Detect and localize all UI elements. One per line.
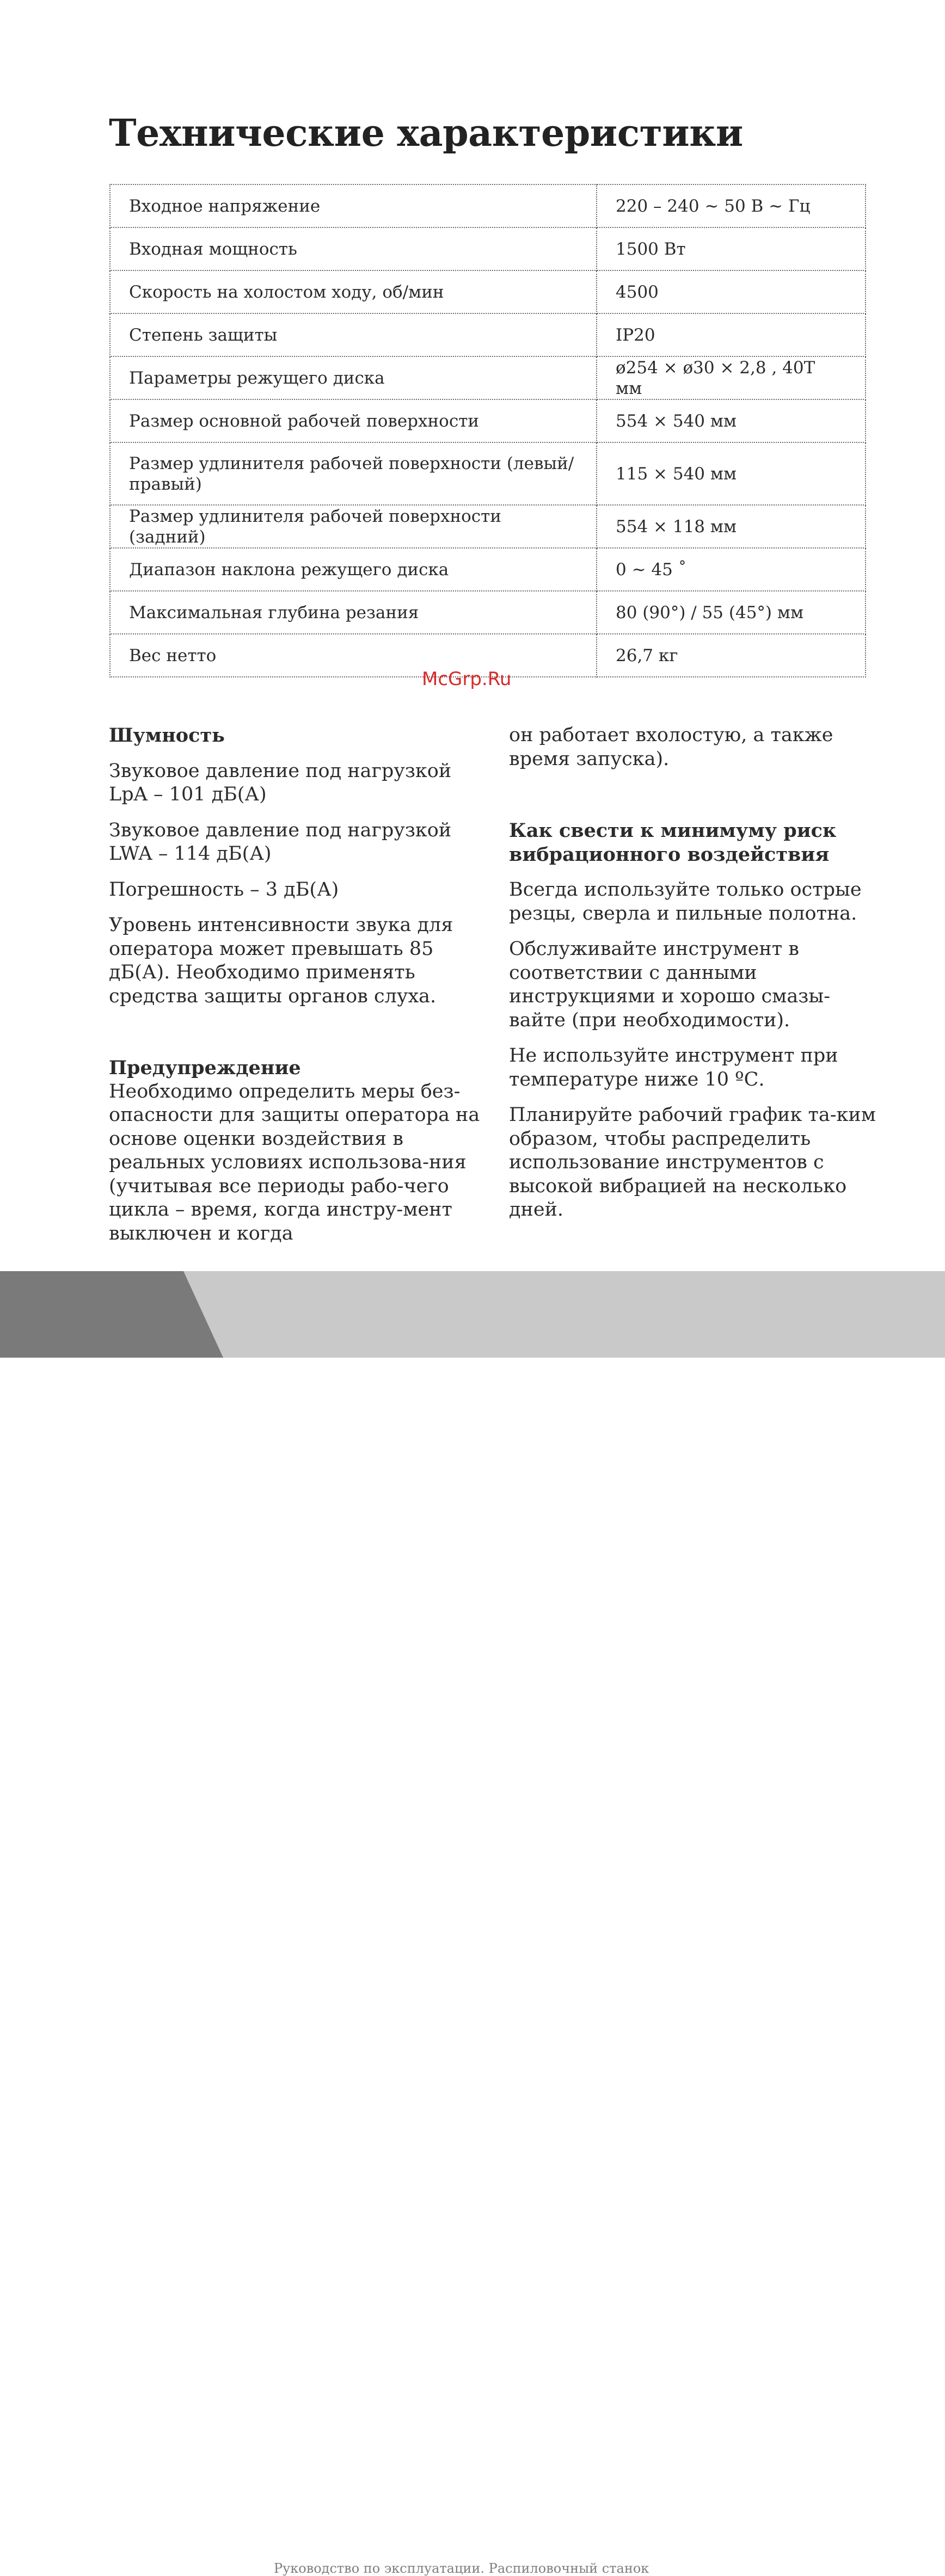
watermark: McGrp.Ru xyxy=(422,668,512,690)
specs-table xyxy=(109,184,866,677)
spec-label: Вес нетто xyxy=(110,634,597,677)
spec-row xyxy=(110,313,866,356)
page-number: 8 xyxy=(107,2562,115,2575)
noise-lpa: Звуковое давление под нагрузкой LpA – 101 дБ(А) xyxy=(109,760,452,805)
noise-intensity: Уровень интенсивности звука для оператора может превышать 85 дБ(А). Необходимо применять средства защиты органов слуха. xyxy=(109,914,453,1007)
spec-value: 0 ~ 45 ˚ xyxy=(597,548,866,591)
spec-label: Размер основной рабочей поверхности xyxy=(110,399,597,442)
spec-label: Скорость на холостом ходу, об/мин xyxy=(110,270,597,313)
spec-value: 1500 Вт xyxy=(597,227,866,270)
spec-row xyxy=(110,442,866,505)
right-column xyxy=(509,724,885,1234)
spec-value: 554 × 540 мм xyxy=(597,399,866,442)
spec-value: 115 × 540 мм xyxy=(597,442,866,505)
spec-label: Максимальная глубина резания xyxy=(110,591,597,634)
spec-value: 554 × 118 мм xyxy=(597,505,866,548)
spec-row xyxy=(110,399,866,442)
spec-row xyxy=(110,548,866,591)
vibration-p2: Обслуживайте инструмент в соответствии с данными инструкциями и хорошо смазы-вайте (при необходимости). xyxy=(509,938,831,1031)
warning-heading: Предупреждение xyxy=(109,1057,301,1079)
noise-lwa: Звуковое давление под нагрузкой LWA – 114 дБ(А) xyxy=(109,819,452,865)
spec-row xyxy=(110,184,866,227)
spec-row xyxy=(110,227,866,270)
warning-text: Необходимо определить меры без-опасности для защиты оператора на основе оценки воздействия в реальных условиях использова-ния (учитывая все периоды рабо-чего цикла – время, когда инстру-мент выключен и когда xyxy=(109,1080,480,1244)
spec-row xyxy=(110,356,866,399)
noise-heading: Шумность xyxy=(109,724,225,747)
spec-row xyxy=(110,505,866,548)
spec-value: IP20 xyxy=(597,313,866,356)
vibration-p1: Всегда используйте только острые резцы, сверла и пильные полотна. xyxy=(509,879,862,925)
spec-label: Входное напряжение xyxy=(110,184,597,227)
spec-value: 80 (90°) / 55 (45°) мм xyxy=(597,591,866,634)
left-column xyxy=(109,724,484,1258)
spec-label: Параметры режущего диска xyxy=(110,356,597,399)
spec-label: Диапазон наклона режущего диска xyxy=(110,548,597,591)
spec-row xyxy=(110,591,866,634)
page-title: Технические характеристики xyxy=(109,112,743,155)
footer-background xyxy=(0,1271,945,1358)
spec-label: Входная мощность xyxy=(110,227,597,270)
vibration-heading: Как свести к минимуму риск вибрационного воздействия xyxy=(509,819,837,866)
spec-row xyxy=(110,270,866,313)
spec-label: Размер удлинителя рабочей поверхности (задний) xyxy=(110,505,597,548)
spec-value: 4500 xyxy=(597,270,866,313)
footer xyxy=(0,1271,945,2576)
spec-label: Степень защиты xyxy=(110,313,597,356)
spec-value: ø254 × ø30 × 2,8 , 40Т мм xyxy=(597,356,866,399)
spec-value: 220 – 240 ~ 50 В ~ Гц xyxy=(597,184,866,227)
noise-error: Погрешность – 3 дБ(А) xyxy=(109,878,339,901)
warning-continuation: он работает вхолостую, а также время запуска). xyxy=(509,724,833,770)
footer-document-title: Руководство по эксплуатации. Распиловочный станок xyxy=(274,2561,649,2576)
vibration-p3: Не используйте инструмент при температуре ниже 10 ºС. xyxy=(509,1045,838,1090)
vibration-p4: Планируйте рабочий график та-ким образом, чтобы распределить использование инструментов с высокой вибрацией на несколько дней. xyxy=(509,1104,876,1221)
spec-label: Размер удлинителя рабочей поверхности (левый/правый) xyxy=(110,442,597,505)
spec-value: 26,7 кг xyxy=(597,634,866,677)
